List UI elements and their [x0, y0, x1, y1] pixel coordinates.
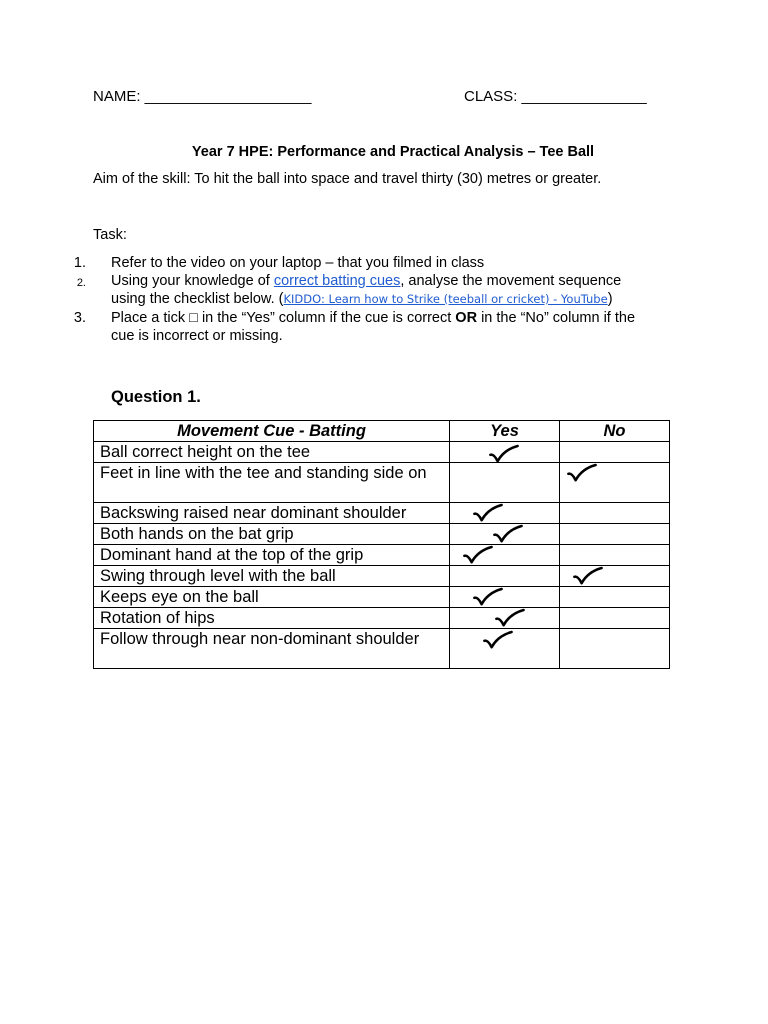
table-row — [94, 545, 670, 566]
table-row — [94, 587, 670, 608]
movement-cue-cell: Keeps eye on the ball — [94, 587, 450, 608]
no-cell[interactable] — [560, 524, 670, 545]
task-item-3 — [73, 309, 713, 345]
tick-mark-icon — [472, 587, 504, 607]
no-cell[interactable] — [560, 587, 670, 608]
task-text: cue is incorrect or missing. — [111, 328, 283, 344]
yes-cell[interactable] — [450, 566, 560, 587]
task-line — [111, 272, 621, 290]
yes-cell[interactable] — [450, 503, 560, 524]
tick-mark-icon — [482, 630, 514, 650]
task-text: in the “No” column if the — [477, 310, 636, 326]
no-cell[interactable] — [560, 608, 670, 629]
yes-cell[interactable] — [450, 463, 560, 503]
task-text: , analyse the movement sequence — [400, 273, 622, 289]
table-header-row — [94, 421, 670, 442]
table-row — [94, 608, 670, 629]
yes-cell[interactable] — [450, 442, 560, 463]
movement-cue-cell: Swing through level with the ball — [94, 566, 450, 587]
no-cell[interactable] — [560, 566, 670, 587]
task-text: using the checklist below. ( — [111, 291, 284, 307]
no-cell[interactable] — [560, 463, 670, 503]
table-row — [94, 442, 670, 463]
page-title: Year 7 HPE: Performance and Practical Analysis – Tee Ball — [191, 144, 595, 160]
no-cell[interactable] — [560, 545, 670, 566]
task-number: 2. — [76, 277, 86, 289]
table-row — [94, 629, 670, 669]
header-movement-cue: Movement Cue - Batting — [94, 421, 450, 442]
tick-mark-icon — [572, 566, 604, 586]
header-yes: Yes — [450, 421, 560, 442]
task-number: 3. — [73, 310, 86, 326]
movement-cue-cell: Rotation of hips — [94, 608, 450, 629]
table-row — [94, 566, 670, 587]
correct-batting-cues-link[interactable]: correct batting cues — [273, 273, 401, 289]
task-item-2 — [76, 272, 713, 308]
task-line — [111, 309, 635, 327]
yes-cell[interactable] — [450, 545, 560, 566]
table-row — [94, 503, 670, 524]
task-text-bold: OR — [455, 310, 478, 326]
table-row — [94, 524, 670, 545]
tick-mark-icon — [494, 608, 526, 628]
no-cell[interactable] — [560, 442, 670, 463]
task-label: Task: — [93, 227, 127, 243]
movement-cue-cell: Follow through near non-dominant shoulder — [94, 629, 450, 669]
yes-cell[interactable] — [450, 608, 560, 629]
tick-mark-icon — [472, 503, 504, 523]
task-number: 1. — [73, 255, 86, 271]
tick-mark-icon — [566, 463, 598, 483]
tick-mark-icon — [488, 444, 520, 464]
question-heading: Question 1. — [111, 388, 201, 406]
tick-mark-icon — [462, 545, 494, 565]
batting-checklist-table — [93, 420, 670, 669]
no-cell[interactable] — [560, 629, 670, 669]
task-text: ) — [607, 291, 613, 307]
task-line — [111, 290, 613, 308]
yes-cell[interactable] — [450, 524, 560, 545]
yes-cell[interactable] — [450, 587, 560, 608]
task-text: Using your knowledge of — [111, 273, 274, 289]
class-field-line[interactable]: CLASS: _______________ — [464, 88, 647, 105]
aim-statement: Aim of the skill: To hit the ball into space and travel thirty (30) metres or greater. — [93, 171, 602, 187]
movement-cue-cell: Backswing raised near dominant shoulder — [94, 503, 450, 524]
movement-cue-cell: Dominant hand at the top of the grip — [94, 545, 450, 566]
task-text: Refer to the video on your laptop – that you filmed in class — [111, 255, 485, 271]
movement-cue-cell: Feet in line with the tee and standing side on — [94, 463, 450, 503]
movement-cue-cell: Both hands on the bat grip — [94, 524, 450, 545]
task-text: Place a tick □ in the “Yes” column if the cue is correct — [111, 310, 456, 326]
yes-cell[interactable] — [450, 629, 560, 669]
no-cell[interactable] — [560, 503, 670, 524]
table-row — [94, 463, 670, 503]
tick-mark-icon — [492, 524, 524, 544]
movement-cue-cell: Ball correct height on the tee — [94, 442, 450, 463]
name-field-line[interactable]: NAME: ____________________ — [93, 88, 312, 105]
header-no: No — [560, 421, 670, 442]
youtube-video-link[interactable]: KIDDO: Learn how to Strike (teeball or cricket) - YouTube — [283, 292, 608, 306]
